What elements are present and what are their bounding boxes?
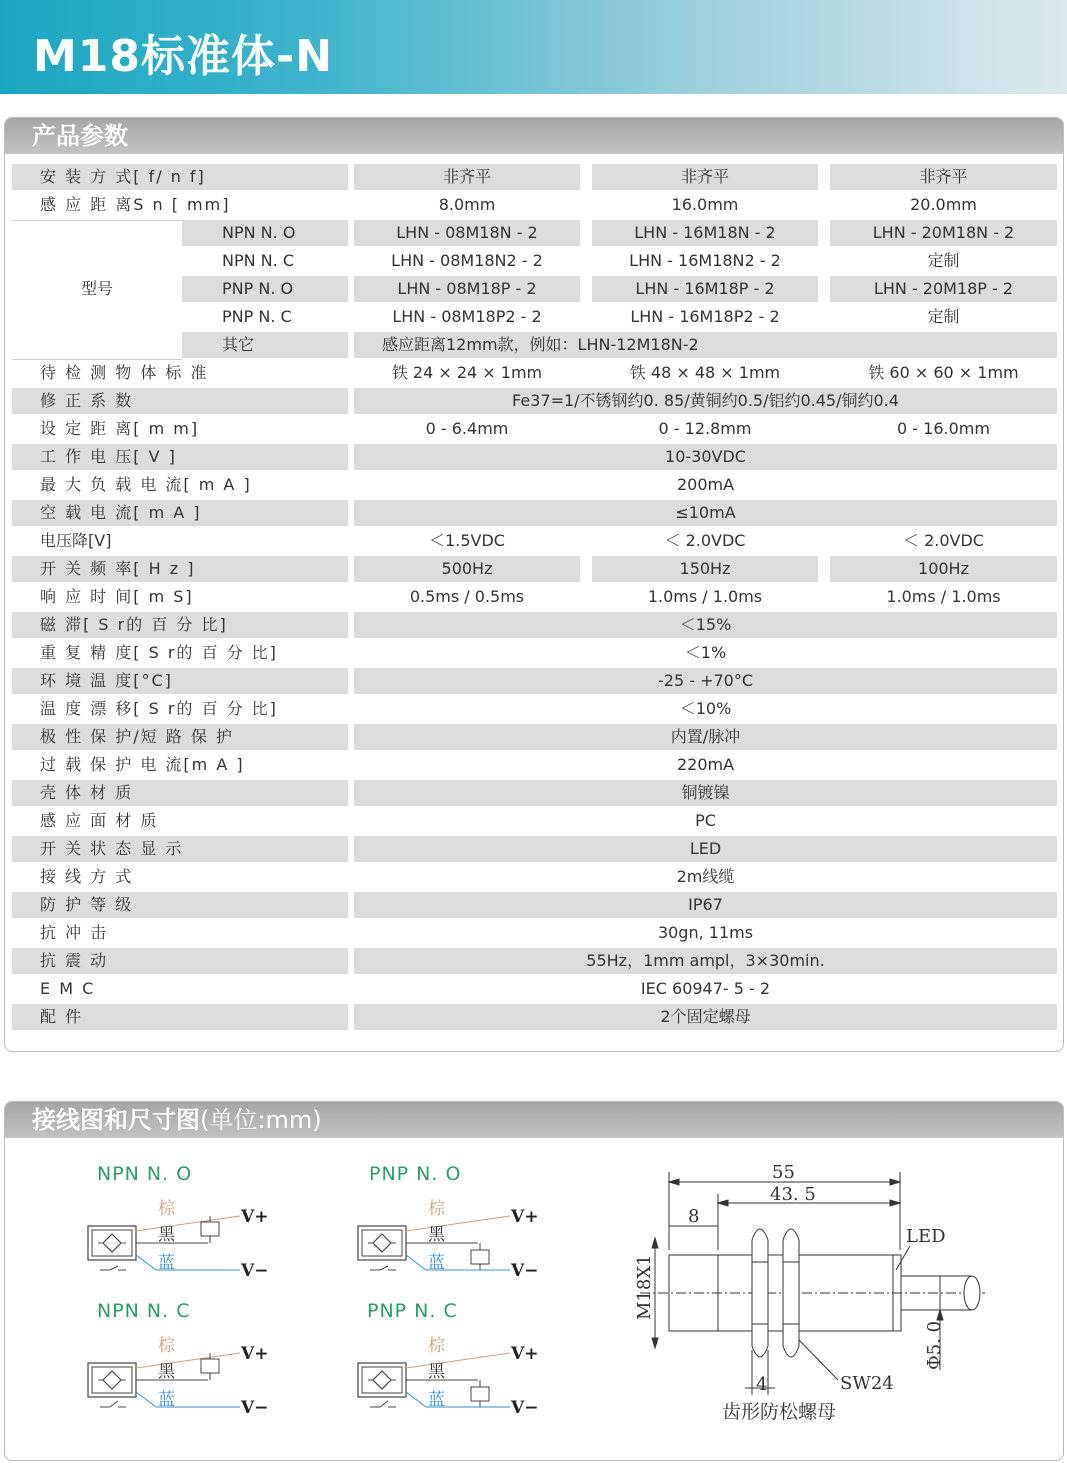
table-cell: ≤10mA (354, 500, 1057, 526)
brown-label: 棕 (428, 1199, 445, 1219)
table-cell: 10-30VDC (354, 444, 1057, 470)
table-cell: 铁 24 × 24 × 1mm (391, 363, 543, 382)
row-label: 感 应 距 离S n [ mm] (40, 195, 231, 214)
table-cell: ＜1.5VDC (429, 531, 505, 550)
row-label: 其它 (182, 332, 348, 358)
table-cell: LHN - 20M18P - 2 (830, 276, 1057, 302)
row-label: 配 件 (12, 1004, 348, 1030)
row-label: 重 复 精 度[ S r的 百 分 比] (40, 643, 278, 662)
table-cell: 感应距离12mm款，例如：LHN-12M18N-2 (354, 332, 1057, 358)
table-cell: 100Hz (830, 556, 1057, 582)
row-label: 响 应 时 间[ m S] (40, 587, 194, 606)
table-cell: 1.0ms / 1.0ms (886, 587, 1001, 606)
black-label: 黑 (158, 1225, 175, 1245)
table-cell: 2个固定螺母 (354, 1004, 1057, 1030)
wiring-heading-title: 接线图和尺寸图 (32, 1106, 200, 1134)
row-label: 极 性 保 护/短 路 保 护 (12, 724, 348, 750)
cable-dia-label: Φ5. 0 (924, 1320, 945, 1370)
table-cell: 0 - 12.8mm (658, 419, 752, 438)
row-label: 抗 震 动 (12, 948, 348, 974)
vminus-label: V− (241, 1398, 269, 1418)
table-cell: IEC 60947- 5 - 2 (640, 979, 771, 998)
table-cell: 500Hz (354, 556, 580, 582)
row-label: 修 正 系 数 (12, 388, 348, 414)
row-label: 壳 体 材 质 (12, 780, 348, 806)
blue-label: 蓝 (158, 1253, 175, 1273)
dim-55: 55 (772, 1162, 795, 1183)
model-label: 型号 (80, 279, 113, 298)
black-label: 黑 (428, 1362, 445, 1382)
table-cell: LHN - 16M18N2 - 2 (629, 251, 781, 270)
row-label: 安 装 方 式[ f/ n f] (12, 164, 348, 190)
row-label: PNP N. C (222, 307, 292, 326)
brown-label: 棕 (428, 1336, 445, 1356)
row-label: 过 载 保 护 电 流[m A ] (40, 755, 245, 774)
table-cell: ＜10% (679, 699, 732, 718)
table-cell: 定制 (927, 307, 960, 326)
table-cell: 铁 60 × 60 × 1mm (868, 363, 1019, 382)
table-cell: 220mA (676, 755, 735, 774)
table-cell: 铁 48 × 48 × 1mm (629, 363, 781, 382)
table-cell: 0 - 16.0mm (897, 419, 990, 438)
row-label: 空 载 电 流[ m A ] (12, 500, 348, 526)
table-cell: IP67 (354, 892, 1057, 918)
table-cell: LHN - 16M18P - 2 (592, 276, 818, 302)
row-label: 最 大 负 载 电 流[ m A ] (40, 475, 252, 494)
table-cell: ＜15% (354, 612, 1057, 638)
table-cell: 20.0mm (910, 195, 977, 214)
row-label: NPN N. O (182, 220, 348, 246)
blue-label: 蓝 (428, 1253, 445, 1273)
table-cell: LHN - 08M18N2 - 2 (391, 251, 543, 270)
pnp-no-label: PNP N. O (369, 1163, 462, 1185)
vplus-label: V+ (241, 1344, 269, 1364)
row-label: 待 检 测 物 体 标 准 (40, 363, 209, 382)
table-cell: ＜ 2.0VDC (903, 531, 984, 550)
table-cell: LHN - 08M18N - 2 (354, 220, 580, 246)
table-cell: ＜1% (684, 643, 727, 662)
table-cell: 30gn, 11ms (657, 923, 754, 942)
table-cell: 16.0mm (671, 195, 739, 214)
row-label: 防 护 等 级 (12, 892, 348, 918)
table-cell: 定制 (927, 251, 960, 270)
table-cell: LHN - 16M18N - 2 (592, 220, 818, 246)
table-cell: LHN - 16M18P2 - 2 (630, 307, 780, 326)
table-cell: -25 - +70°C (354, 668, 1057, 694)
sw-label: SW24 (840, 1373, 894, 1394)
table-cell: 非齐平 (830, 164, 1057, 190)
vminus-label: V− (511, 1261, 539, 1281)
wiring-heading-unit: (单位:mm) (200, 1106, 322, 1134)
table-cell: 非齐平 (354, 164, 580, 190)
table-cell: 1.0ms / 1.0ms (647, 587, 763, 606)
row-label: 设 定 距 离[ m m] (40, 419, 200, 438)
blue-label: 蓝 (158, 1390, 175, 1410)
vplus-label: V+ (511, 1207, 539, 1227)
row-label: 感 应 面 材 质 (40, 811, 159, 830)
vplus-label: V+ (241, 1207, 269, 1227)
table-cell: 8.0mm (438, 195, 496, 214)
table-cell: 非齐平 (592, 164, 818, 190)
row-label: 工 作 电 压[ V ] (12, 444, 348, 470)
row-label: 接 线 方 式 (40, 867, 134, 886)
row-label: PNP N. O (182, 276, 348, 302)
row-label: E M C (40, 979, 96, 998)
table-cell: 铜镀镍 (354, 780, 1057, 806)
led-label: LED (906, 1226, 946, 1247)
table-cell: 0.5ms / 0.5ms (409, 587, 525, 606)
row-label: 开 关 频 率[ H z ] (12, 556, 348, 582)
row-label: 开 关 状 态 显 示 (12, 836, 348, 862)
table-cell: LHN - 08M18P2 - 2 (392, 307, 542, 326)
table-cell: 150Hz (592, 556, 818, 582)
row-label: 抗 冲 击 (40, 923, 109, 942)
row-label: NPN N. C (222, 251, 294, 270)
row-label: 磁 滞[ S r的 百 分 比] (12, 612, 348, 638)
page-title: M18标准体-N (33, 31, 334, 82)
vminus-label: V− (241, 1261, 269, 1281)
table-cell: 0 - 6.4mm (425, 419, 509, 438)
table-cell: LHN - 08M18P - 2 (354, 276, 580, 302)
npn-nc-label: NPN N. C (97, 1300, 191, 1322)
dim-8: 8 (688, 1206, 700, 1227)
nut-label: 齿形防松螺母 (722, 1401, 837, 1423)
row-label: 环 境 温 度[°C] (12, 668, 348, 694)
thread-label: M18X1 (634, 1254, 655, 1320)
black-label: 黑 (158, 1362, 175, 1382)
row-label: 电压降[V] (40, 531, 112, 550)
vminus-label: V− (511, 1398, 539, 1418)
blue-label: 蓝 (428, 1390, 445, 1410)
vplus-label: V+ (511, 1344, 539, 1364)
row-label: 温 度 漂 移[ S r的 百 分 比] (40, 699, 278, 718)
black-label: 黑 (428, 1225, 445, 1245)
npn-no-label: NPN N. O (97, 1163, 193, 1185)
table-cell: 200mA (676, 475, 735, 494)
table-cell: 55Hz，1mm ampl，3×30min. (354, 948, 1057, 974)
table-cell: 2m线缆 (676, 867, 735, 886)
table-cell: LHN - 20M18N - 2 (830, 220, 1057, 246)
table-cell: ＜ 2.0VDC (664, 531, 746, 550)
dim-43: 43. 5 (770, 1184, 816, 1205)
table-cell: Fe37=1/不锈钢约0. 85/黄铜约0.5/铝约0.45/铜约0.4 (354, 388, 1057, 414)
brown-label: 棕 (158, 1199, 175, 1219)
table-cell: LED (354, 836, 1057, 862)
table-cell: PC (695, 811, 716, 830)
params-heading: 产品参数 (5, 118, 1063, 154)
brown-label: 棕 (158, 1336, 175, 1356)
dim-4: 4 (756, 1374, 768, 1395)
table-cell: 内置/脉冲 (354, 724, 1057, 750)
pnp-nc-label: PNP N. C (367, 1300, 458, 1322)
